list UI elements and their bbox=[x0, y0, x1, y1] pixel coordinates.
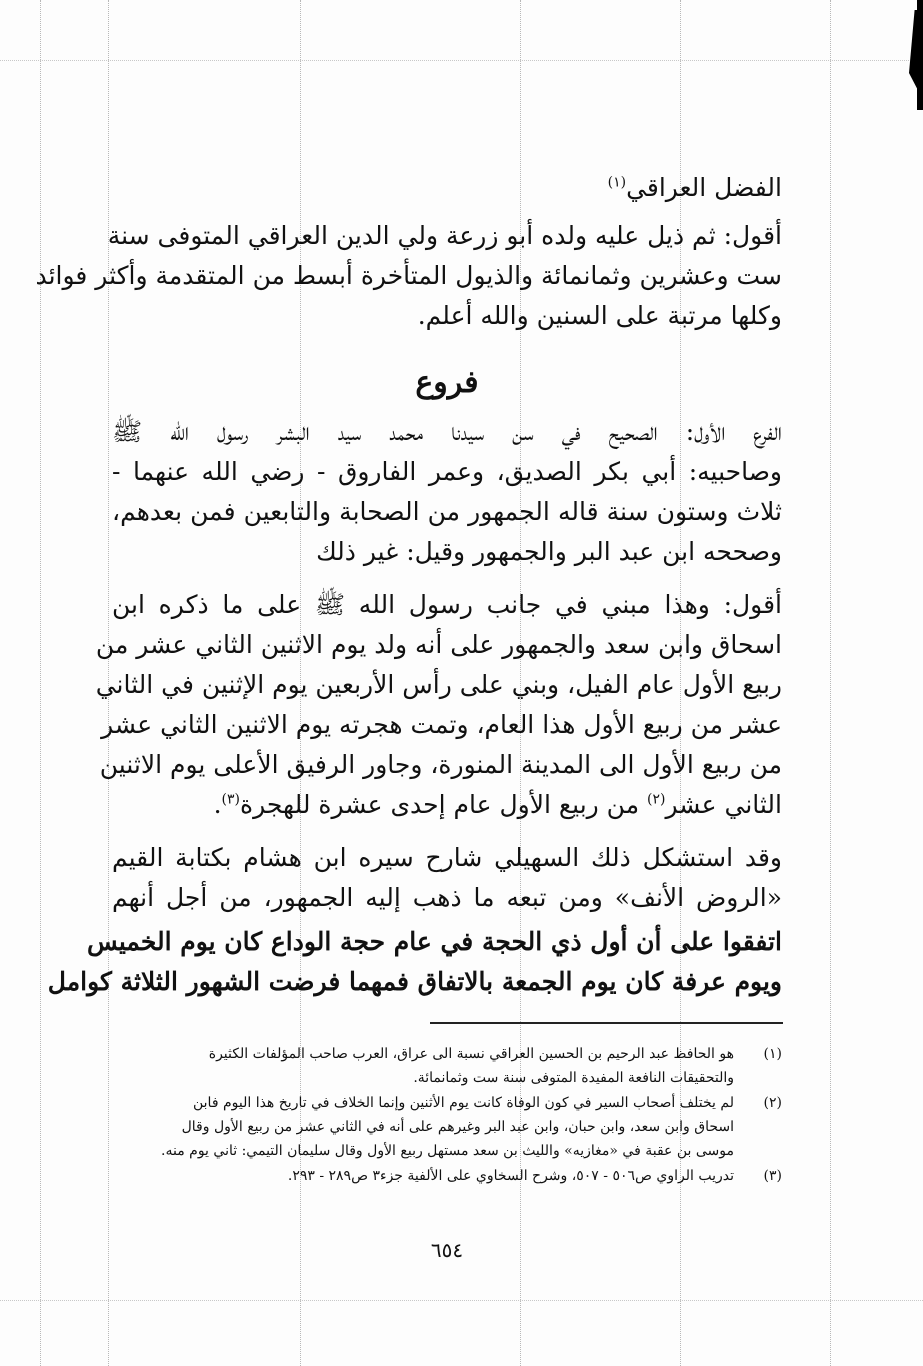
text-line: أقول: ثم ذيل عليه ولده أبو زرعة ولي الدين العراقي المتوفى سنة bbox=[107, 221, 782, 250]
footnotes bbox=[112, 1042, 782, 1189]
intro-line-text bbox=[112, 168, 782, 208]
footnote-line: تدريب الراوي ص٥٠٦ - ٥٠٧، وشرح السخاوي على الألفية جزء٣ ص٢٨٩ - ٢٩٣. bbox=[287, 1168, 734, 1184]
text-fragment: . bbox=[213, 790, 222, 819]
intro-line bbox=[112, 168, 782, 208]
scan-guide-line bbox=[0, 60, 923, 61]
text-line: الفرع الأول: الصحيح في سن سيدنا محمد سيد البشر رسول الله ﷺ bbox=[112, 417, 782, 446]
text-line: وصاحبيه: أبي بكر الصديق، وعمر الفاروق - رضي الله عنهما - bbox=[112, 457, 782, 486]
page-number: ٦٥٤ bbox=[430, 1238, 464, 1262]
text-line: وصححه ابن عبد البر والجمهور وقيل: غير ذلك bbox=[316, 537, 782, 566]
footnote-1 bbox=[112, 1042, 782, 1090]
text-line: عشر من ربيع الأول هذا العام، وتمت هجرته يوم الاثنين الثاني عشر bbox=[101, 710, 782, 739]
text-line: أقول: وهذا مبني في جانب رسول الله ﷺ على ما ذكره ابن bbox=[112, 590, 782, 619]
footnote-line: لم يختلف أصحاب السير في كون الوفاة كانت يوم الأثنين وإنما الخلاف في تاريخ هذا اليوم فابن bbox=[193, 1095, 734, 1111]
text-line: ربيع الأول عام الفيل، وبني على رأس الأربعين يوم الإثنين في الثاني bbox=[95, 670, 782, 699]
footnote-number: (١) bbox=[763, 1046, 782, 1062]
paragraph-1 bbox=[35, 216, 782, 336]
scan-guide-line bbox=[0, 1300, 923, 1301]
footnote-marker: (٣) bbox=[221, 791, 241, 808]
text-line: وقد استشكل ذلك السهيلي شارح سيره ابن هشام بكتابة القيم bbox=[112, 843, 782, 872]
footnote-number: (٣) bbox=[763, 1168, 782, 1184]
footnote-line: اسحاق وابن سعد، وابن حبان، وابن عبد البر وغيرهم على أنه في الثاني عشر من ربيع الأول وقال bbox=[181, 1119, 734, 1135]
intro-text: الفضل العراقي bbox=[626, 173, 782, 202]
paragraph-3 bbox=[95, 585, 782, 825]
footnote-line: هو الحافظ عبد الرحيم بن الحسين العراقي نسبة الى عراق، العرب صاحب المؤلفات الكثيرة bbox=[208, 1046, 734, 1062]
text-fragment: من ربيع الأول عام إحدى عشرة للهجرة bbox=[240, 790, 648, 819]
footnote-marker: (٢) bbox=[647, 791, 666, 808]
paragraph-4 bbox=[112, 838, 782, 918]
scan-guide-line bbox=[40, 0, 41, 1366]
paragraph-4-bold bbox=[47, 922, 782, 1002]
text-line: ويوم عرفة كان يوم الجمعة بالاتفاق فمهما فرضت الشهور الثلاثة كوامل bbox=[47, 967, 782, 996]
footnote-3 bbox=[112, 1164, 782, 1188]
text-line: اسحاق وابن سعد والجمهور على أنه ولد يوم الاثنين الثاني عشر من bbox=[95, 630, 782, 659]
text-line bbox=[112, 785, 782, 825]
paragraph-2 bbox=[112, 412, 782, 572]
footnote-marker: (١) bbox=[607, 174, 627, 191]
scan-guide-line bbox=[830, 0, 831, 1366]
text-line: ست وعشرين وثمانمائة والذيول المتأخرة أبسط من المتقدمة وأكثر فوائد bbox=[35, 261, 782, 290]
footnote-separator bbox=[430, 1022, 783, 1024]
section-heading: فروع bbox=[415, 365, 479, 400]
text-line: من ربيع الأول الى المدينة المنورة، وجاور الرفيق الأعلى يوم الاثنين bbox=[99, 750, 782, 779]
footnote-line: والتحقيقات النافعة المفيدة المتوفى سنة ست وثمانمائة. bbox=[413, 1070, 734, 1086]
text-line: اتفقوا على أن أول ذي الحجة في عام حجة الوداع كان يوم الخميس bbox=[86, 927, 782, 956]
footnote-number: (٢) bbox=[763, 1095, 782, 1111]
text-line: «الروض الأنف» ومن تبعه ما ذهب إليه الجمهور، من أجل أنهم bbox=[112, 883, 782, 912]
scan-edge-mark bbox=[907, 0, 923, 110]
text-fragment: الثاني عشر bbox=[665, 790, 782, 819]
text-line: ثلاث وستون سنة قاله الجمهور من الصحابة والتابعين فمن بعدهم، bbox=[112, 497, 782, 526]
footnote-line: موسى بن عقبة في «مغازيه» والليث بن سعد مستهل ربيع الأول وقال سليمان التيمي: ثاني يوم منه. bbox=[161, 1143, 734, 1159]
footnote-2 bbox=[112, 1091, 782, 1163]
text-line: وكلها مرتبة على السنين والله أعلم. bbox=[417, 301, 782, 330]
